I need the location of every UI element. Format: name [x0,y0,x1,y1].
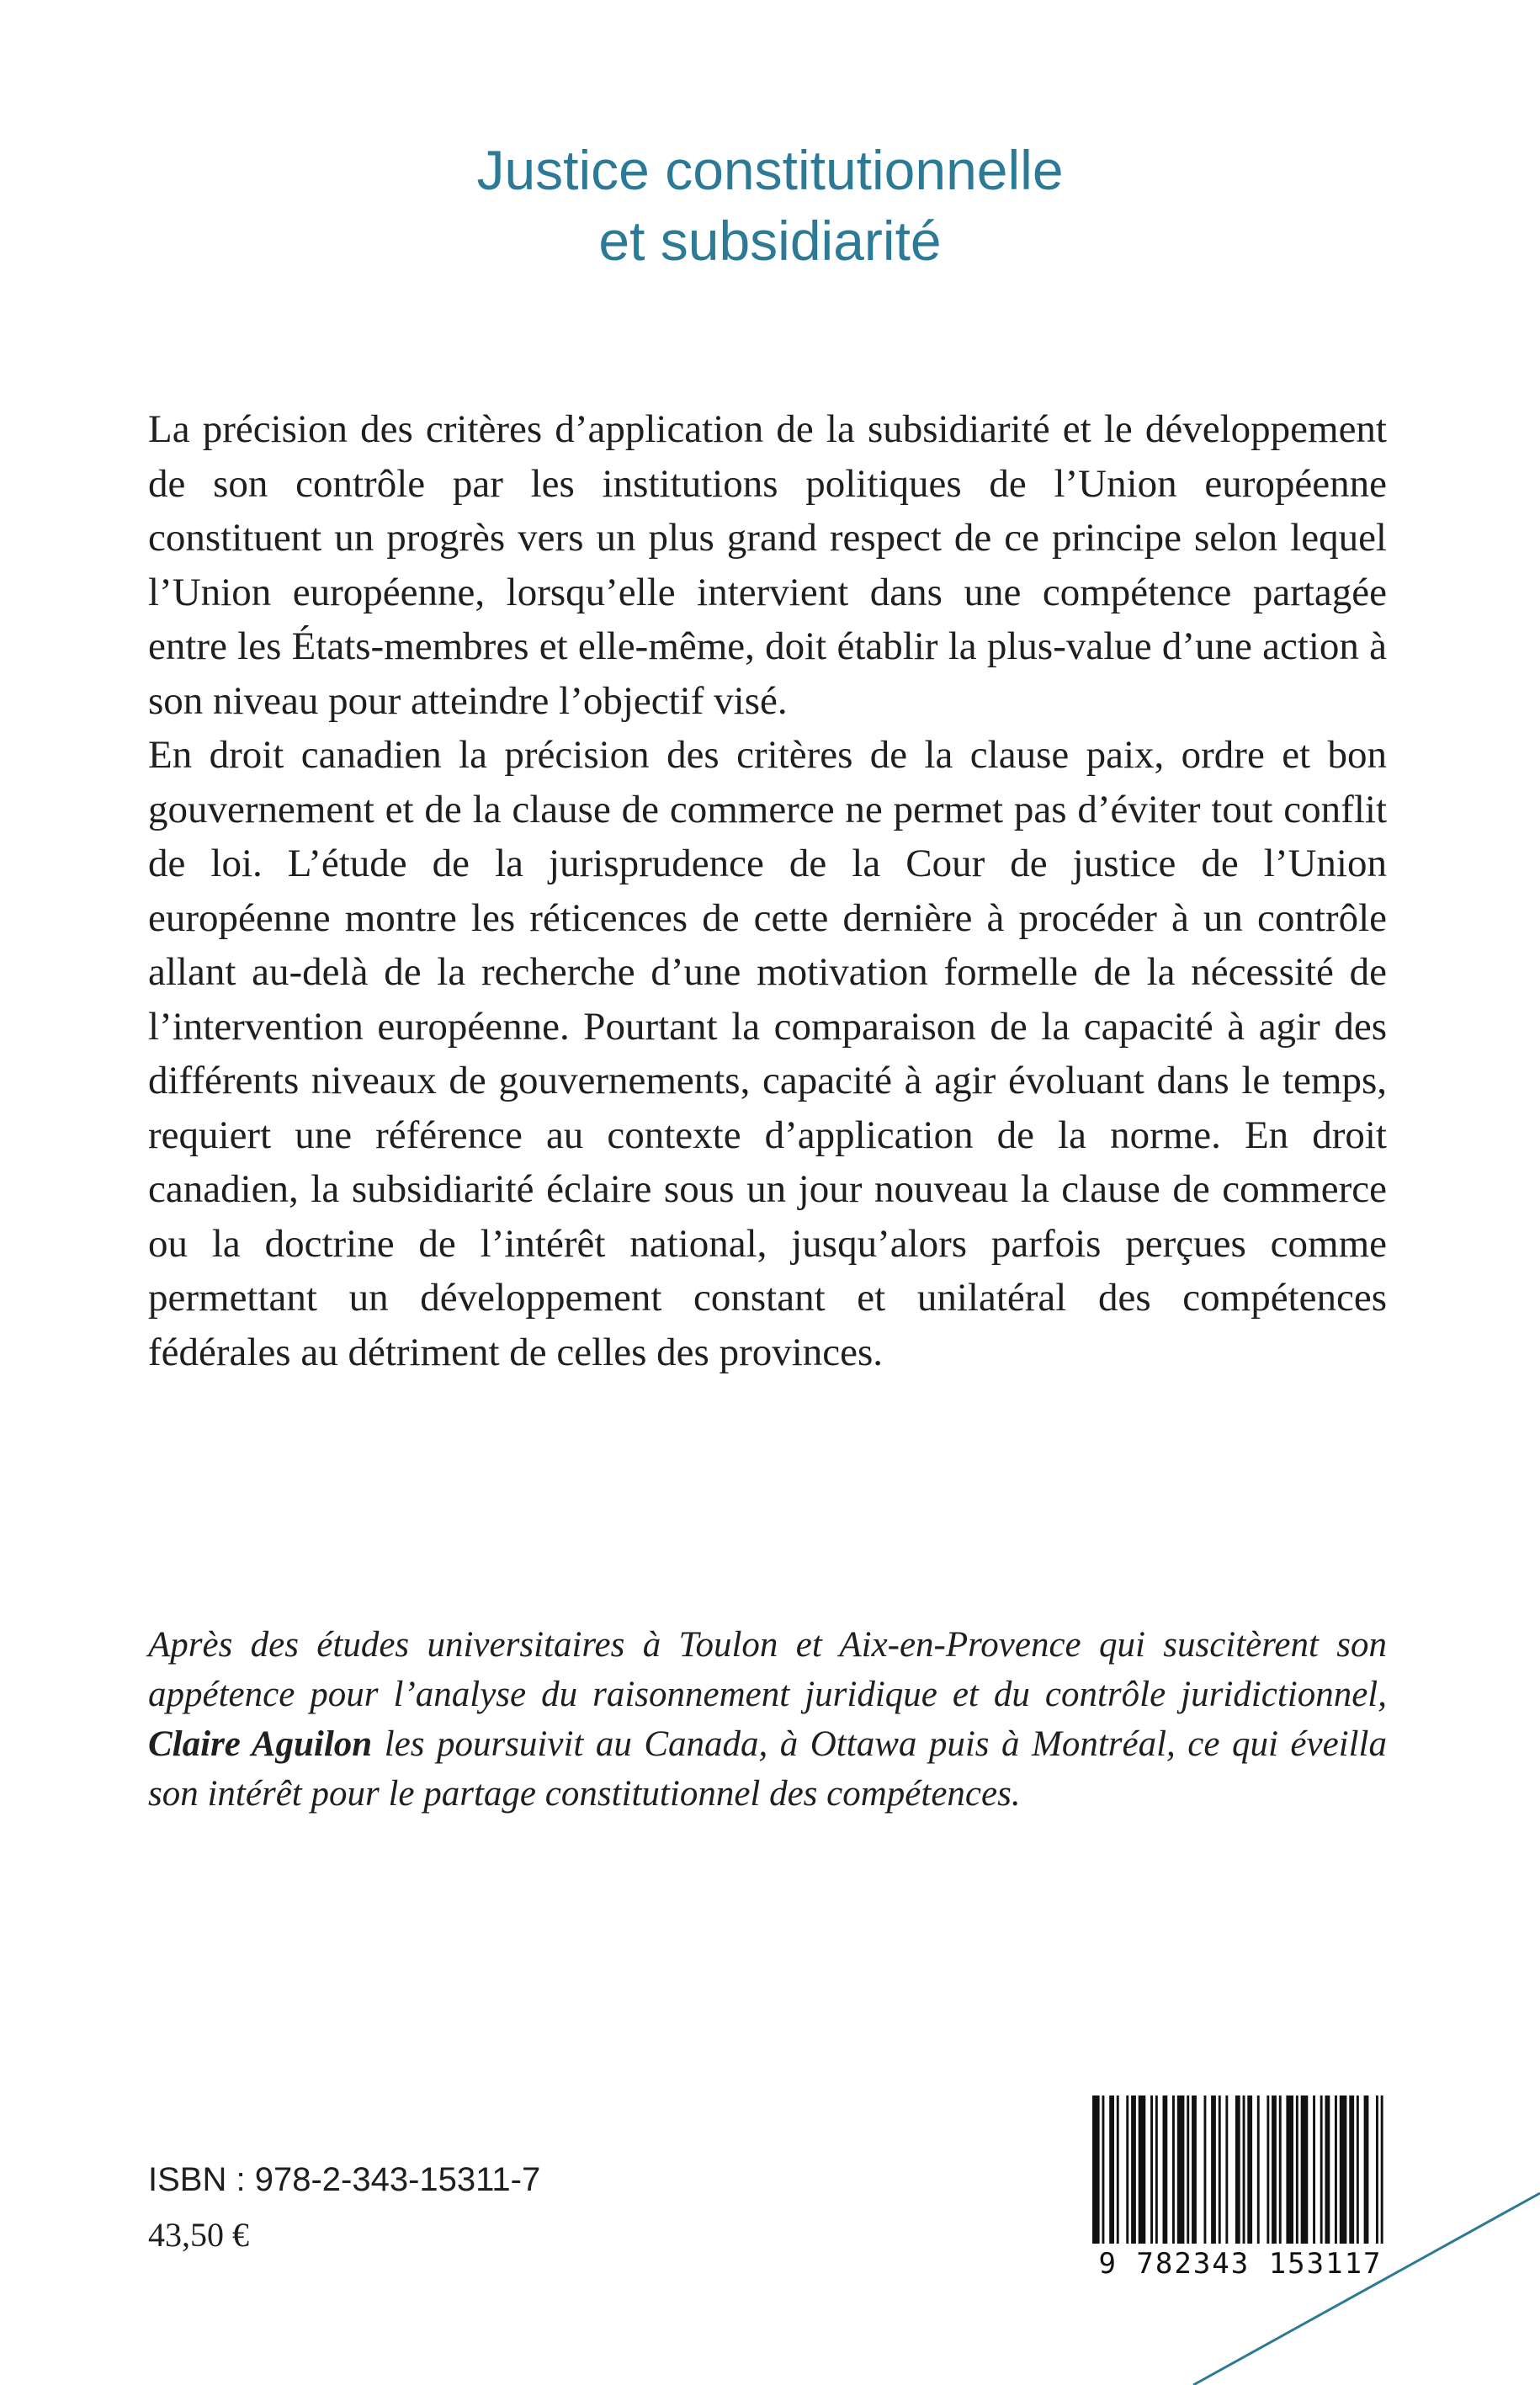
title-line-1: Justice constitutionnelle [476,139,1064,201]
barcode-digits: 9 782343 153117 [1098,2247,1383,2281]
bio-outro: les poursuivit au Canada, à Ottawa puis à Montréal, ce qui éveilla son intérêt pour le partage constitutionnel des compétences. [148,1724,1387,1814]
price-label: 43,50 € [148,2216,249,2254]
bio-intro: Après des études universitaires à Toulon et Aix-en-Provence qui suscitèrent son appétence pour l’analyse du raisonnement juridique et du contrôle juridictionnel, [148,1625,1387,1714]
accent-line [1193,2193,1540,2385]
author-name: Claire Aguilon [148,1724,373,1764]
summary-paragraph-1: La précision des critères d’application de la subsidiarité et le développement de son contrôle par les institutions politiques de l’Union européenne constituent un progrès vers un plus grand respect de ce principe selon lequel l’Union européenne, lorsqu’elle intervient dans une compétence partagée entre les États-membres et elle-même, doit établir la plus-value d’une action à son niveau pour atteindre l’objectif visé. [148,407,1387,723]
title-line-2: et subsidiarité [598,210,942,272]
summary-paragraph-2: En droit canadien la précision des critères de la clause paix, ordre et bon gouvernement et de la clause de commerce ne permet pas d’éviter tout conflit de loi. L’étude de la jurisprudence de la Cour de justice de l’Union européenne montre les réticences de cette dernière à procéder à un contrôle allant au-delà de la recherche d’une motivation formelle de la nécessité de l’intervention européenne. Pourtant la comparaison de la capacité à agir des différents niveaux de gouvernements, capacité à agir évoluant dans le temps, requiert une référence au contexte d’application de la norme. En droit canadien, la subsidiarité éclaire sous un jour nouveau la clause de commerce ou la doctrine de l’intérêt national, jusqu’alors parfois perçues comme permettant un développement constant et unilatéral des compétences fédérales au détriment de celles des provinces. [148,733,1387,1374]
isbn-label: ISBN : 978-2-343-15311-7 [148,2161,541,2198]
